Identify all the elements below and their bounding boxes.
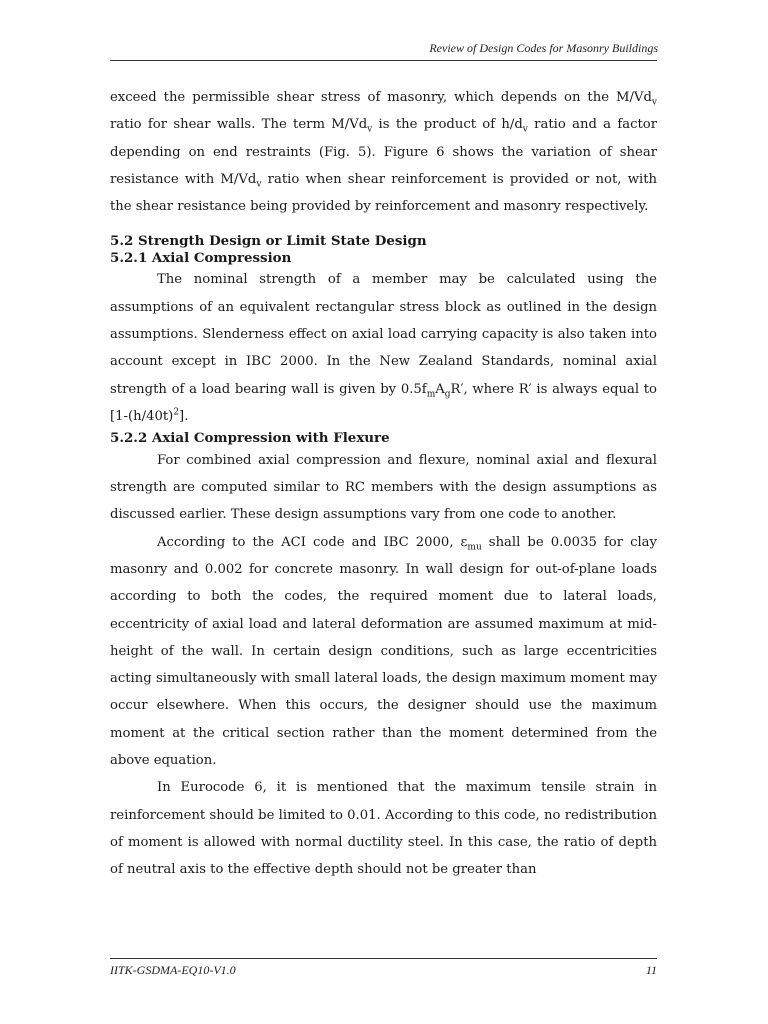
footer-rule [110,958,657,959]
subscript: v [651,97,657,108]
text-run: The nominal strength of a member may be calculated using the assumptions of an equivalent rectangular stress block as outlined in the design assumptions. Slenderness effect on axial load carrying capacity is also taken into account except in IBC 2000. In the New Zealand Standards, nominal axial strength of a load bearing wall is given by 0.5f [110,272,657,397]
subscript: mu [467,542,482,553]
subscript: v [522,124,528,135]
spacer [110,220,657,233]
section-heading-5-2-1: 5.2.1 Axial Compression [110,249,292,266]
document-id: IITK-GSDMA-EQ10-V1.0 [110,963,236,977]
text-run: shall be 0.0035 for clay masonry and 0.002 for concrete masonry. In wall design for out-of-plane loads according to both the codes, the required moment due to lateral loads, eccentricity of axial load and lateral deformation are assumed maximum at mid-height of the wall. In certain design conditions, such as large eccentricities acting simultaneously with small lateral loads, the design maximum moment may occur elsewhere. When this occurs, the designer should use the maximum moment at the critical section rather than the moment determined from the above equation. [110,534,657,769]
subscript: g [444,389,451,400]
subscript: v [256,179,262,190]
paragraph-intro [110,84,657,220]
text-run: exceed the permissible shear stress of masonry, which depends on the M/Vd [110,90,652,105]
section-heading-5-2-2: 5.2.2 Axial Compression with Flexure [110,430,390,447]
subscript: v [367,124,373,135]
text-run: ]. [179,408,189,424]
text-run: According to the ACI code and IBC 2000, ε [157,534,468,550]
text-run: A [435,381,445,397]
page-body [110,84,657,884]
text-run: R′, where R′ is always equal to [1-(h/40t) [110,381,657,424]
paragraph-flexure: For combined axial compression and flexure, nominal axial and flexural strength are computed similar to RC members with the design assumptions as discussed earlier. These design assumptions vary from one code to another. [110,452,657,523]
section-heading-5-2: 5.2 Strength Design or Limit State Design [110,233,427,250]
text-run: ratio when shear reinforcement is provided or not, with the shear resistance being provided by reinforcement and masonry respectively. [110,171,657,215]
header-rule [110,60,657,61]
text-run: ratio and a factor depending on end restraints (Fig. 5). Figure 6 shows the variation of shear resistance with M/Vd [110,117,657,187]
paragraph-eurocode: In Eurocode 6, it is mentioned that the maximum tensile strain in reinforcement should be limited to 0.01. According to this code, no redistribution of moment is allowed with normal ductility steel. In this case, the ratio of depth of neutral axis to the effective depth should not be greater than [110,780,657,878]
text-run: ratio for shear walls. The term M/Vd [110,117,368,133]
paragraph-aci-code [110,529,657,775]
subscript: m [426,389,436,400]
paragraph-axial-compression [110,266,657,430]
page-number: 11 [645,963,657,977]
superscript: 2 [173,407,180,418]
running-header: Review of Design Codes for Masonry Buildings [429,41,658,55]
text-run: is the product of h/d [372,117,523,133]
